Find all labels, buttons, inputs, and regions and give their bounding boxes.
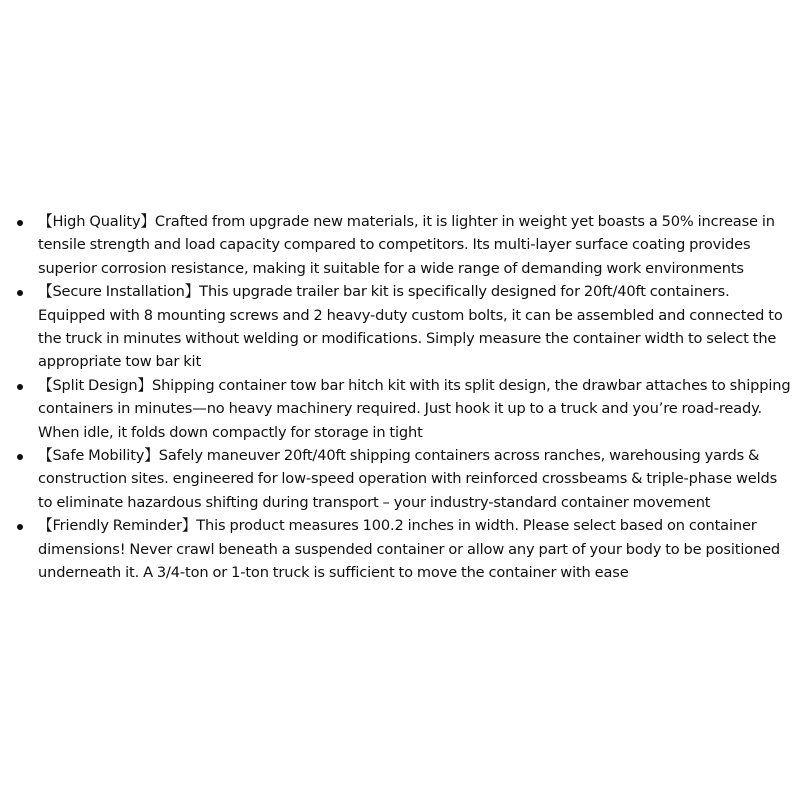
feature-bullet-text: 【High Quality】Crafted from upgrade new materials, it is lighter in weight yet boasts a 50% increase in tensile strength and load capacity compared to competitors. Its multi-layer surface coating provides superior corrosion resistance, making it suitable for a wide range of demanding work environments bbox=[38, 213, 775, 277]
feature-bullet-text: 【Friendly Reminder】This product measures 100.2 inches in width. Please select based on container dimensions! Never crawl beneath a suspended container or allow any part of your body to be positioned underneath it. A 3/4-ton or 1-ton truck is sufficient to move the container with ease bbox=[38, 517, 781, 582]
bullet-dot-icon bbox=[17, 454, 23, 460]
feature-bullet-friendly-reminder bbox=[0, 514, 800, 584]
feature-bullet-high-quality bbox=[0, 210, 800, 280]
feature-bullet-split-design bbox=[0, 374, 800, 444]
feature-bullet-safe-mobility bbox=[0, 444, 800, 514]
feature-bullet-text: 【Split Design】Shipping container tow bar hitch kit with its split design, the drawbar attaches to shipping containers in minutes—no heavy machinery required. Just hook it up to a truck and you’re road-ready. When idle, it folds down compactly for storage in tight bbox=[38, 376, 791, 441]
bullet-dot-icon bbox=[17, 524, 23, 530]
feature-bullet-secure-installation bbox=[0, 280, 800, 374]
feature-bullet-text: 【Safe Mobility】Safely maneuver 20ft/40ft shipping containers across ranches, warehousing yards & construction sites. engineered for low-speed operation with reinforced crossbeams & triple-phase welds to eliminate hazardous shifting during transport – your industry-standard container movement bbox=[38, 447, 778, 511]
feature-bullet-list bbox=[0, 210, 800, 585]
feature-bullet-text: 【Secure Installation】This upgrade trailer bar kit is specifically designed for 20ft/40ft containers. Equipped with 8 mounting screws and 2 heavy-duty custom bolts, it can be assembled and connected to the truck in minutes without welding or modifications. Simply measure the container width to select the appropriate tow bar kit bbox=[38, 283, 783, 371]
bullet-dot-icon bbox=[17, 384, 23, 390]
bullet-dot-icon bbox=[17, 220, 23, 226]
bullet-dot-icon bbox=[17, 290, 23, 296]
